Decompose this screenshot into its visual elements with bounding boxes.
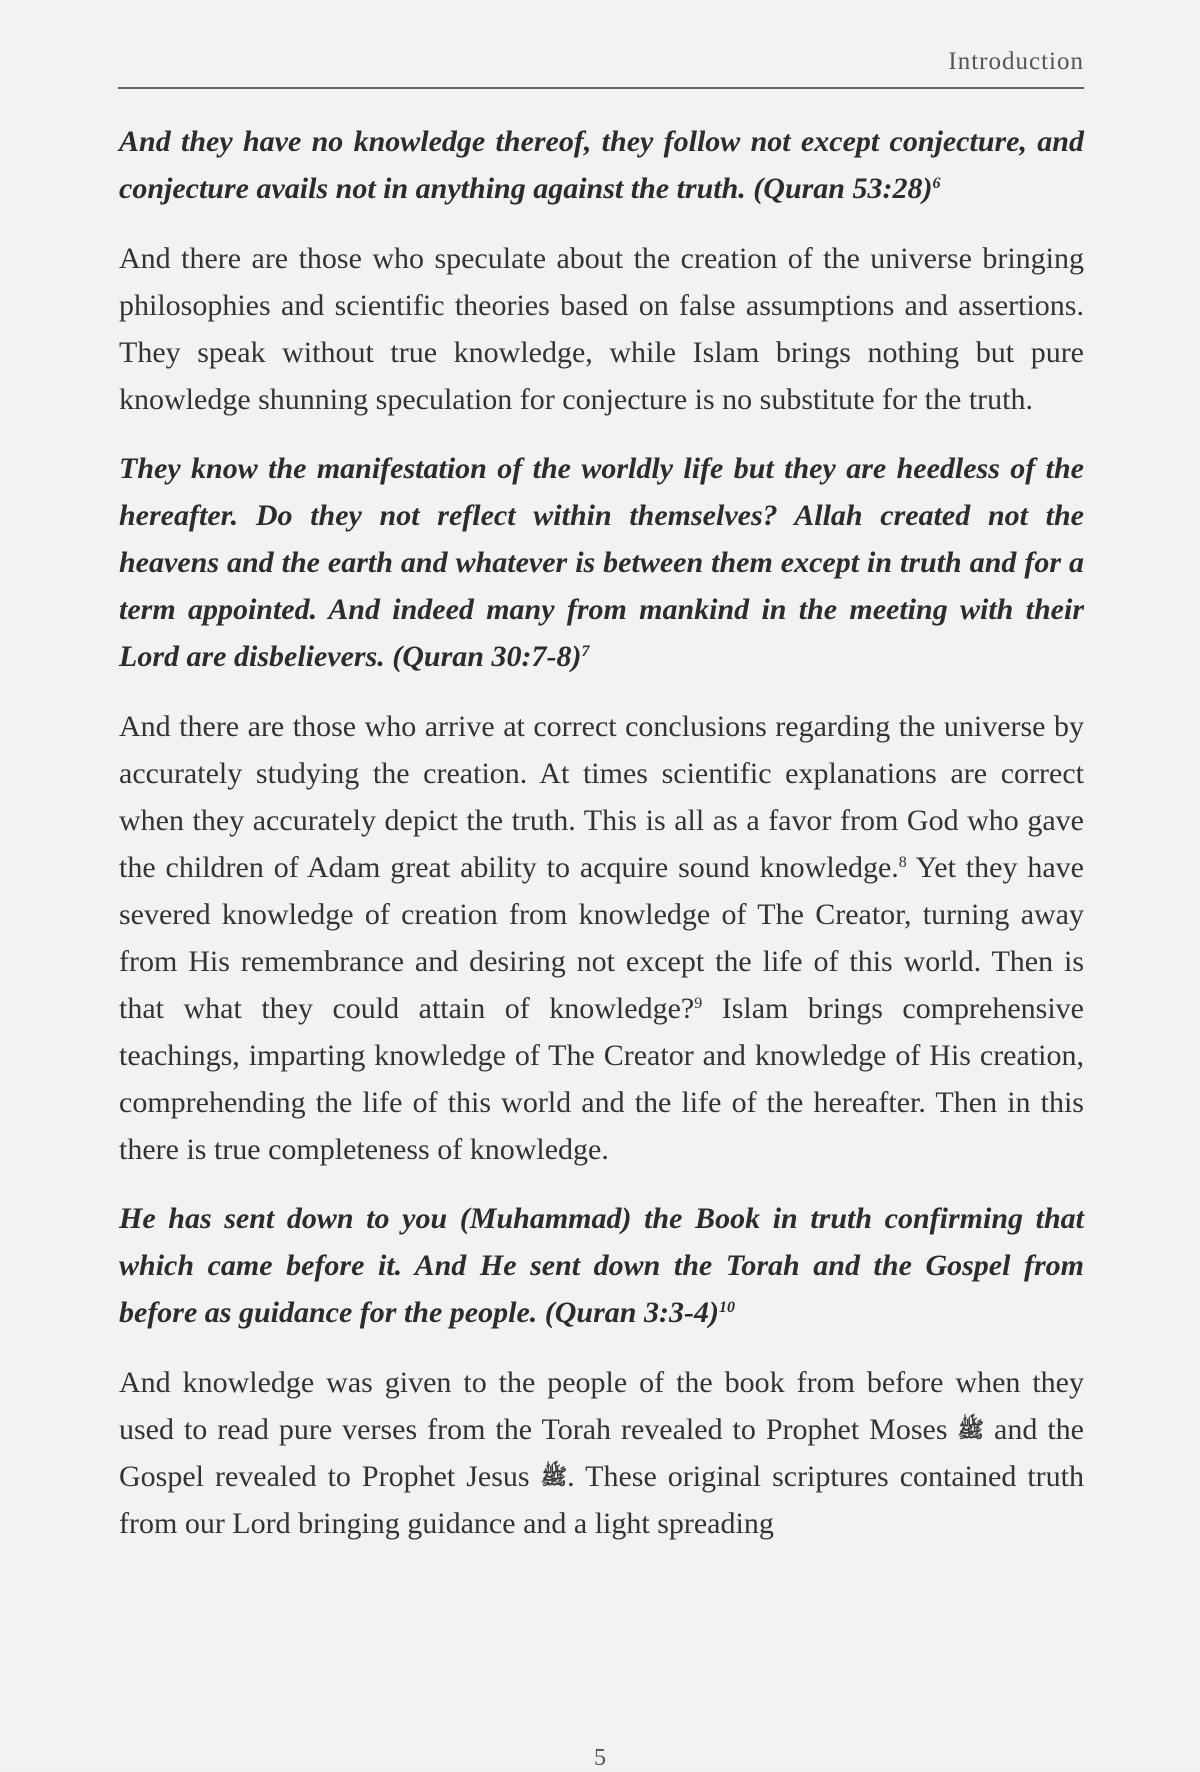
verse-text: He has sent down to you (Muhammad) the Book in truth confirming that which came before it. And He sent down the Torah and the Gospel from before as guidance for the people. (Quran 3:3-4) (119, 1202, 1084, 1329)
footnote-ref-10: 10 (718, 1299, 735, 1316)
paragraph-text: And knowledge was given to the people of the book from before when they used to read pure verses from the Torah revealed to Prophet Moses (119, 1366, 1084, 1446)
honorific-glyph: ﷺ (957, 1417, 985, 1442)
quran-verse-30-7-8 (119, 445, 1084, 680)
page-number: 5 (594, 1745, 606, 1771)
honorific-glyph: ﷺ (540, 1464, 568, 1489)
paragraph-text: Yet they have severed knowledge of creation from knowledge of The Creator, turning away from His remembrance and desiring not except the life of this world. Then is that what they could attain of knowledge? (119, 851, 1085, 1025)
page-content (119, 118, 1084, 1547)
paragraph-text: Islam brings comprehensive teachings, imparting knowledge of The Creator and knowledge of His creation, comprehending the life of this world and the life of the hereafter. Then in this there is true completeness of knowledge. (119, 992, 1084, 1166)
paragraph-text: . These original scriptures contained truth from our Lord bringing guidance and a light spreading (119, 1460, 1084, 1540)
footnote-ref-8: 8 (898, 854, 907, 871)
paragraph-text: and the Gospel revealed to Prophet Jesus (119, 1413, 1084, 1493)
footnote-ref-9: 9 (694, 995, 703, 1012)
quran-verse-3-3-4 (119, 1195, 1084, 1336)
paragraph-correct-conclusions (119, 703, 1084, 1173)
paragraph-speculation: And there are those who speculate about the creation of the universe bringing philosophies and scientific theories based on false assumptions and assertions. They speak without true knowledge, while Islam brings nothing but pure knowledge shunning speculation for conjecture is no substitute for the truth. (119, 242, 1084, 416)
footnote-ref-6: 6 (932, 175, 941, 192)
verse-text: They know the manifestation of the worldly life but they are heedless of the hereafter. Do they not reflect within themselves? Allah created not the heavens and the earth and whatever is between them except in truth and for a term appointed. And indeed many from mankind in the meeting with their Lord are disbelievers. (Quran 30:7-8) (119, 452, 1084, 673)
verse-text: And they have no knowledge thereof, they follow not except conjecture, and conjecture avails not in anything against the truth. (Quran 53:28) (119, 125, 1084, 205)
paragraph-text: And there are those who arrive at correct conclusions regarding the universe by accurately studying the creation. At times scientific explanations are correct when they accurately depict the truth. This is all as a favor from God who gave the children of Adam great ability to acquire sound knowledge. (119, 710, 1084, 884)
running-title: Introduction (948, 48, 1084, 75)
header-rule (118, 87, 1084, 89)
quran-verse-53-28 (119, 118, 1084, 212)
footnote-ref-7: 7 (581, 643, 590, 660)
paragraph-people-of-the-book (119, 1359, 1084, 1547)
